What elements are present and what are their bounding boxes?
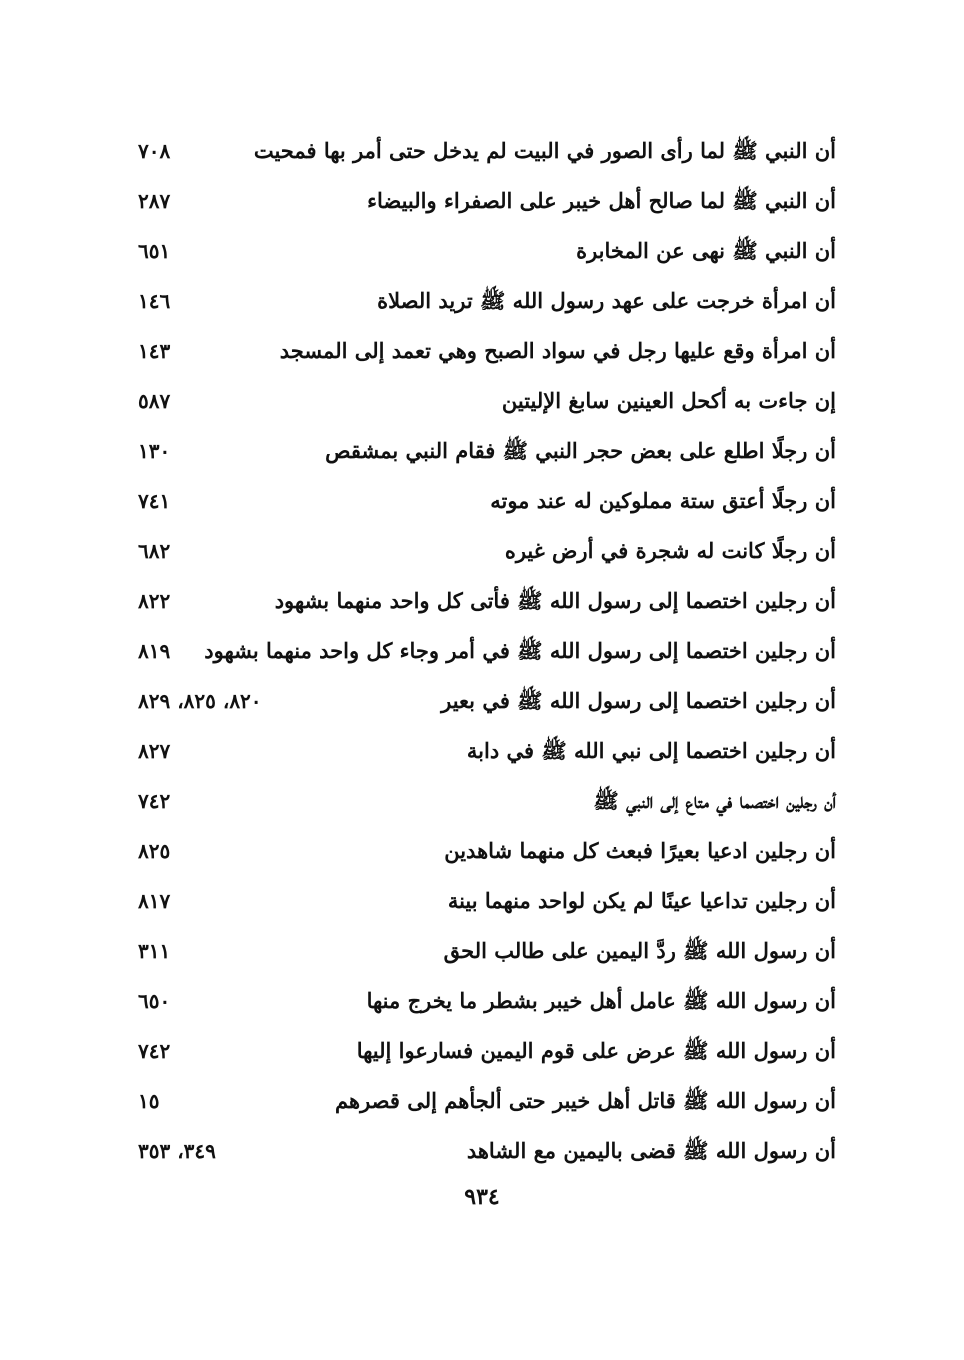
entry-page-ref: ٣٤٩، ٣٥٣ [138, 1139, 216, 1163]
entry-page-ref: ١٤٦ [138, 289, 171, 313]
index-entry [120, 1078, 836, 1128]
entry-text: أن رسول الله ﷺ ردَّ اليمين على طالب الحق [443, 938, 836, 963]
entry-text: أن رجلين اختصما إلى رسول الله ﷺ فأتى كل واحد منهما بشهود [274, 588, 836, 613]
entry-page-ref: ٧٠٨ [138, 139, 171, 163]
entry-page-ref: ٨١٩ [138, 639, 171, 663]
index-entry [120, 378, 836, 428]
entry-page-ref: ٣١١ [138, 939, 171, 963]
entry-page-ref: ٨٢٠، ٨٢٥، ٨٢٩ [138, 689, 262, 713]
entry-text: أن رجلين تداعيا عينًا لم يكن لواحد منهما بينة [447, 888, 836, 913]
entry-page-ref: ٧٤٢ [138, 789, 171, 813]
entry-text: أن النبي ﷺ لما صالح أهل خيبر على الصفراء والبيضاء [367, 188, 836, 213]
index-entry [120, 728, 836, 778]
entry-text: أن رجلين اختصما إلى نبي الله ﷺ في دابة [466, 738, 836, 763]
index-entry [120, 778, 836, 828]
index-entry [120, 978, 836, 1028]
entry-text: أن رسول الله ﷺ عامل أهل خيبر بشطر ما يخرج منها [366, 988, 836, 1013]
index-entry [120, 878, 836, 928]
entry-text: أن رجلًا اطلع على بعض حجر النبي ﷺ فقام النبي بمشقص [325, 438, 836, 463]
entry-text: إن جاءت به أكحل العينين سابغ الإليتين [501, 388, 836, 413]
index-entry [120, 428, 836, 478]
entry-text: أن رسول الله ﷺ عرض على قوم اليمين فسارعوا إليها [356, 1038, 836, 1063]
entry-page-ref: ١٣٠ [138, 439, 171, 463]
entry-text: أن رسول الله ﷺ قضى باليمين مع الشاهد [466, 1138, 836, 1163]
entry-text: أن امرأة خرجت على عهد رسول الله ﷺ تريد الصلاة [377, 288, 836, 313]
entry-page-ref: ٨٢٥ [138, 839, 171, 863]
entry-page-ref: ١٤٣ [138, 339, 171, 363]
index-entry [120, 628, 836, 678]
entry-page-ref: ٨١٧ [138, 889, 171, 913]
entry-page-ref: ١٥ [138, 1089, 160, 1113]
index-entry [120, 328, 836, 378]
index-entry [120, 178, 836, 228]
entry-text: أن رسول الله ﷺ قاتل أهل خيبر حتى ألجأهم إلى قصرهم [335, 1088, 836, 1113]
index-entry [120, 1028, 836, 1078]
index-entry [120, 928, 836, 978]
entry-page-ref: ٢٨٧ [138, 189, 171, 213]
entry-page-ref: ٦٥٠ [138, 989, 171, 1013]
page-number: ٩٣٤ [464, 1184, 500, 1210]
entry-text: أن رجلين اختصما إلى رسول الله ﷺ في بعير [441, 688, 836, 713]
entry-text: أن النبي ﷺ لما رأى الصور في البيت لم يدخل حتى أمر بها فمحيت [253, 138, 836, 163]
entry-page-ref: ٦٨٢ [138, 539, 171, 563]
index-entry [120, 578, 836, 628]
index-entry [120, 478, 836, 528]
entry-text: أن النبي ﷺ نهى عن المخابرة [576, 238, 836, 263]
index-entry [120, 228, 836, 278]
hadith-index-list [120, 128, 836, 1178]
index-entry [120, 128, 836, 178]
entry-text: أن امرأة وقع عليها رجل في سواد الصبح وهي تعمد إلى المسجد [279, 338, 836, 363]
index-entry [120, 278, 836, 328]
entry-text: أن رجلين اختصما إلى رسول الله ﷺ في أمر وجاء كل واحد منهما بشهود [204, 638, 836, 663]
entry-page-ref: ٥٨٧ [138, 389, 171, 413]
index-entry [120, 1128, 836, 1178]
index-entry [120, 678, 836, 728]
entry-text: أن رجلين ادعيا بعيرًا فبعث كل منهما شاهدين [444, 838, 836, 863]
entry-text: أن رجلًا كانت له شجرة في أرض غيره [504, 538, 836, 563]
entry-text: أن رجلًا أعتق ستة مملوكين له عند موته [490, 488, 836, 513]
index-entry [120, 528, 836, 578]
entry-page-ref: ٨٢٢ [138, 589, 171, 613]
entry-text: أن رجلين اختصما في متاع إلى النبي ﷺ [593, 788, 836, 813]
index-entry [120, 828, 836, 878]
entry-page-ref: ٧٤٢ [138, 1039, 171, 1063]
entry-page-ref: ٧٤١ [138, 489, 171, 513]
entry-page-ref: ٨٢٧ [138, 739, 171, 763]
entry-page-ref: ٦٥١ [138, 239, 171, 263]
